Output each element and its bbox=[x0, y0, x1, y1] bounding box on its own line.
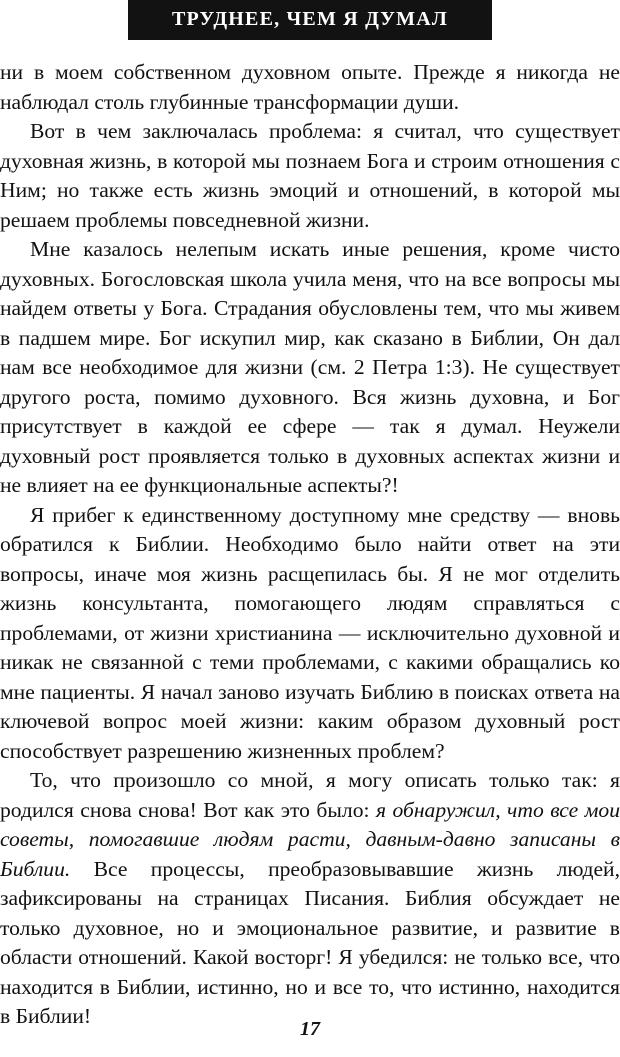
running-head: ТРУДНЕЕ, ЧЕМ Я ДУМАЛ bbox=[128, 0, 492, 40]
paragraph-born-again-lead: То, что произошло со мной, я могу описать только так: я родился снова снова! Вот как это было: bbox=[0, 768, 620, 822]
paragraph-turn-to-bible: Я прибег к единственному доступному мне средству — вновь обратился к Библии. Необходимо было найти ответ на эти вопросы, иначе моя жизнь расщепилась бы. Я не мог отделить жизнь консультанта, помогающего людям справляться с проблемами, от жизни христианина — исключительно духовной и никак не связанной с теми проблемами, с какими обращались ко мне пациенты. Я начал заново изучать Библию в поисках ответа на ключевой вопрос моей жизни: каким образом духовный рост способствует разрешению жизненных проблем? bbox=[0, 502, 620, 763]
page-number: 17 bbox=[300, 1018, 320, 1040]
paragraph-born-again-rest: Все процессы, преобразовывавшие жизнь людей, зафиксированы на страницах Писания. Библия обсуждает не только духовное, но и эмоциональное развитие, и развитие в области отношений. Какой восторг! Я убедился: не только все, что находится в Библии, истинно, но и все то, что истинно, находится в Библии! bbox=[0, 856, 620, 1028]
paragraph-born-again bbox=[0, 766, 620, 1032]
paragraph-born-again-emphasis: я обнаружил, что все мои советы, помогавшие людям расти, давным-давно записаны в Библии. bbox=[0, 797, 620, 881]
paragraph-continuation: ни в моем собственном духовном опыте. Прежде я никогда не наблюдал столь глубинные трансформации души. bbox=[0, 60, 620, 114]
paragraph-problem: Вот в чем заключалась проблема: я считал, что существует духовная жизнь, в которой мы познаем Бога и строим отношения с Ним; но также есть жизнь эмоций и отношений, в которой мы решаем проблемы повседневной жизни. bbox=[0, 119, 620, 232]
paragraph-spiritual-solutions: Мне казалось нелепым искать иные решения, кроме чисто духовных. Богословская школа учила меня, что на все вопросы мы найдем ответы у Бога. Страдания обусловлены тем, что мы живем в падшем мире. Бог искупил мир, как сказано в Библии, Он дал нам все необходимое для жизни (см. 2 Петра 1:3). Не существует другого роста, помимо духовного. Вся жизнь духовна, и Бог присутствует в каждой ее сфере — так я думал. Неужели духовный рост проявляется только в духовных аспектах жизни и не влияет на ее функциональные аспекты?! bbox=[0, 237, 620, 497]
body-text bbox=[0, 58, 620, 1032]
